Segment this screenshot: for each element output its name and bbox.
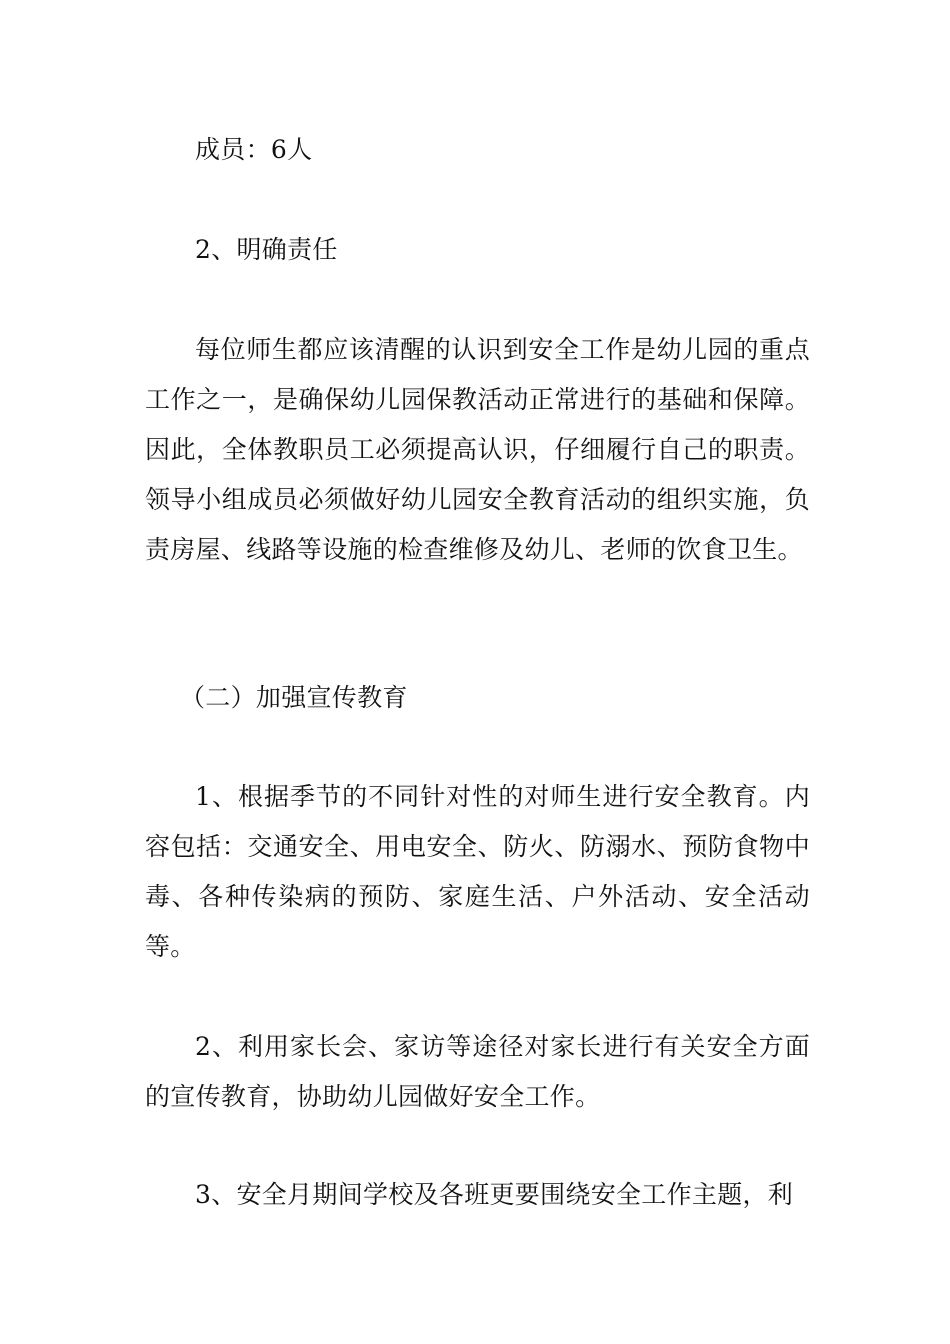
members-line: 成员：6人 (195, 135, 313, 164)
section-heading-clarify-responsibility: 2、明确责任 (195, 235, 338, 264)
education-item-3: 3、安全月期间学校及各班更要围绕安全工作主题，利 (195, 1180, 794, 1209)
responsibility-paragraph: 每位师生都应该清醒的认识到安全工作是幼儿园的重点工作之一，是确保幼儿园保教活动正常进行的基础和保障。因此，全体教职员工必须提高认识，仔细履行自己的职责。领导小组成员必须做好幼儿园安全教育活动的组织实施，负责房屋、线路等设施的检查维修及幼儿、老师的饮食卫生。 (145, 335, 810, 564)
education-item-1: 1、根据季节的不同针对性的对师生进行安全教育。内容包括：交通安全、用电安全、防火、防溺水、预防食物中毒、各种传染病的预防、家庭生活、户外活动、安全活动等。 (145, 782, 810, 961)
education-item-2: 2、利用家长会、家访等途径对家长进行有关安全方面的宣传教育，协助幼儿园做好安全工作。 (145, 1032, 810, 1111)
section-heading-publicity-education: （二）加强宣传教育 (180, 683, 408, 712)
